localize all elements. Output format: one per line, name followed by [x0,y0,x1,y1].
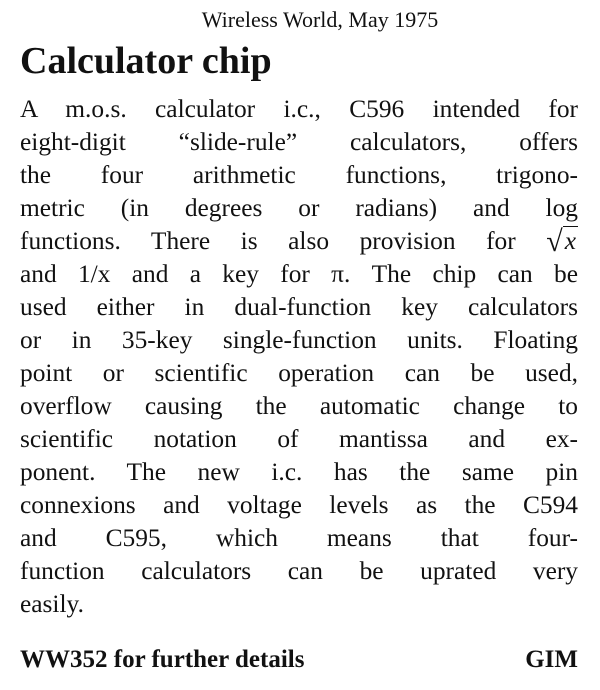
body-line-6: and 1/x and a key for π. The chip can be [20,260,578,288]
body-line-12: ponent. The new i.c. has the same pin [20,458,578,486]
square-root-expression [546,225,578,258]
article-body [20,93,578,621]
body-line-1: A m.o.s. calculator i.c., C596 intended for [20,95,578,123]
source-line: Wireless World, May 1975 [201,7,439,32]
body-line-5-container [20,225,578,258]
radical-sign-icon: √ [546,225,563,258]
square-root-argument: x [564,227,577,255]
body-line-5: functions. There is also provision for [20,227,516,255]
author-initials: GIM [525,646,578,673]
further-details-reference: WW352 for further details [20,646,305,673]
body-line-11: scientific notation of mantissa and ex- [20,425,578,453]
body-line-3: the four arithmetic functions, trigono- [20,161,578,189]
body-line-10: overflow causing the automatic change to [20,392,578,420]
body-line-14: and C595, which means that four- [20,524,578,552]
body-line-16: easily. [20,590,84,618]
body-line-15: function calculators can be uprated very [20,557,578,585]
article-footer [20,643,578,677]
body-line-2: eight-digit “slide-rule” calculators, offers [20,128,578,156]
body-line-8: or in 35-key single-function units. Floating [20,326,578,354]
body-line-4: metric (in degrees or radians) and log [20,194,578,222]
body-line-7: used either in dual-function key calculators [20,293,578,321]
body-line-9: point or scientific operation can be used, [20,359,578,387]
article-title: Calculator chip [20,40,272,82]
body-line-13: connexions and voltage levels as the C594 [20,491,578,519]
